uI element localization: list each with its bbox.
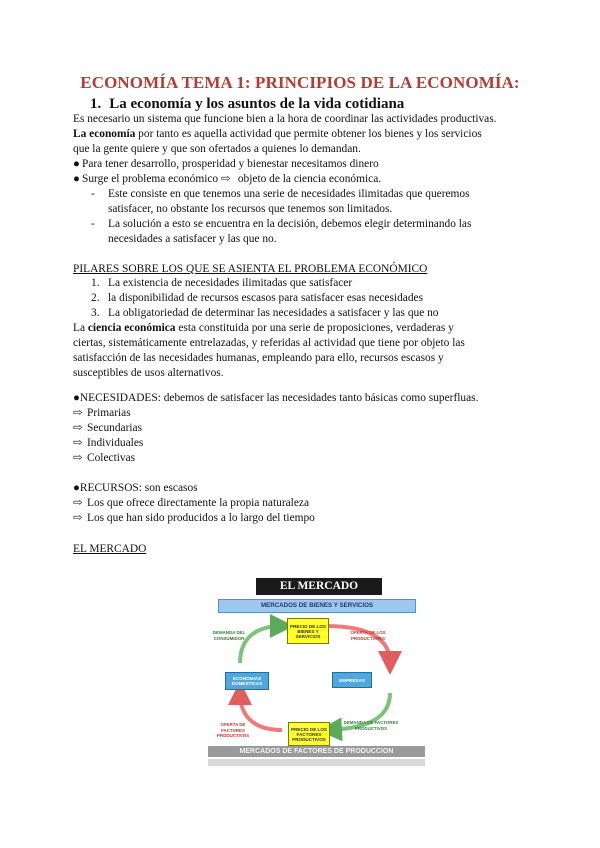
necesidades-item-text: Secundarias bbox=[87, 422, 143, 434]
diagram-top-bar: MERCADOS DE BIENES Y SERVICIOS bbox=[218, 599, 416, 613]
dash-item-2-line-1: La solución a esto se encuentra en la decisión, debemos elegir determinando las bbox=[108, 218, 472, 230]
dash-item-1-line-2: satisfacer, no obstante los recursos que tenemos son limitados. bbox=[108, 203, 393, 215]
diagram-bottom-bar: MERCADOS DE FACTORES DE PRODUCCION bbox=[208, 746, 425, 757]
ciencia-line-3: satisfacción de las necesidades humanas, empleando para ello, recursos escasos y bbox=[73, 352, 444, 364]
bullet-dot-icon: ● bbox=[73, 158, 80, 170]
label-demanda-factores: DEMANDA DE FACTORES PRODUCTIVOS bbox=[343, 720, 399, 731]
pilar-text: La obligatoriedad de determinar las necesidades a satisfacer y las que no bbox=[108, 307, 439, 319]
mercado-heading: EL MERCADO bbox=[73, 543, 147, 555]
box-economias-domesticas: ECONOMIAS DOMESTICAS bbox=[225, 672, 269, 690]
pilares-heading: PILARES SOBRE LOS QUE SE ASIENTA EL PROBLEMA ECONÓMICO bbox=[73, 263, 428, 275]
section-heading bbox=[90, 96, 404, 113]
diagram-footer-strip bbox=[208, 759, 425, 766]
ciencia-text: esta constituida por una serie de proposiciones, verdaderas y bbox=[175, 322, 454, 334]
recursos-item bbox=[73, 496, 309, 511]
necesidades-item bbox=[73, 406, 131, 421]
diagram-header: EL MERCADO bbox=[256, 578, 382, 595]
bullet-item bbox=[73, 172, 381, 187]
paragraph-2-line-1 bbox=[73, 127, 482, 142]
label-oferta-productores: OFERTA DE LOS PRODUCTORES bbox=[350, 630, 386, 641]
section-number: 1. bbox=[90, 96, 102, 112]
ciencia-line-4: susceptibles de usos alternativos. bbox=[73, 367, 224, 379]
ciencia-line-2: ciertas, sistemáticamente entrelazadas, y referidas al actividad que tiene por objeto las bbox=[73, 337, 465, 349]
bullet-text: objeto de la ciencia económica. bbox=[237, 173, 382, 185]
label-oferta-factores: OFERTA DE FACTORES PRODUCTIVOS bbox=[216, 722, 250, 738]
bullet-text: Surge el problema económico bbox=[82, 173, 219, 185]
necesidades-text: NECESIDADES: debemos de satisfacer las necesidades tanto básicas como superfluas. bbox=[79, 392, 479, 404]
arrow-right-icon: ⇨ bbox=[220, 173, 231, 185]
arrow-right-icon: ⇨ bbox=[73, 452, 83, 464]
bullet-item bbox=[73, 157, 379, 172]
arrow-right-icon: ⇨ bbox=[73, 512, 83, 524]
pilar-text: la disponibilidad de recursos escasos para satisfacer esas necesidades bbox=[108, 292, 424, 304]
section-title: La economía y los asuntos de la vida cotidiana bbox=[109, 96, 405, 112]
necesidades-item bbox=[73, 436, 143, 451]
paragraph-1: Es necesario un sistema que funcione bien a la hora de coordinar las actividades productivas. bbox=[73, 113, 497, 125]
box-empresas: EMPRESAS bbox=[332, 672, 372, 688]
dash-icon: - bbox=[91, 218, 95, 230]
market-diagram bbox=[208, 578, 425, 766]
dash-item-1-line-1: Este consiste en que tenemos una serie de necesidades ilimitadas que queremos bbox=[108, 188, 470, 200]
bullet-text: Para tener desarrollo, prosperidad y bienestar necesitamos dinero bbox=[82, 158, 379, 170]
recursos-line bbox=[73, 481, 198, 496]
necesidades-item bbox=[73, 451, 135, 466]
bold-term-economia: La economía bbox=[73, 128, 136, 140]
pilar-number: 2. bbox=[91, 292, 100, 304]
bullet-dot-icon: ● bbox=[73, 482, 80, 494]
necesidades-item-text: Colectivas bbox=[87, 452, 136, 464]
bullet-dot-icon: ● bbox=[73, 392, 80, 404]
recursos-text: RECURSOS: son escasos bbox=[79, 482, 198, 494]
necesidades-item-text: Individuales bbox=[87, 437, 144, 449]
box-precio-factores: PRECIO DE LOS FACTORES PRODUCTIVOS bbox=[288, 722, 330, 746]
recursos-item bbox=[73, 511, 315, 526]
pilar-text: La existencia de necesidades ilimitadas que satisfacer bbox=[108, 277, 353, 289]
recursos-item-text: Los que ofrece directamente la propia naturaleza bbox=[87, 497, 309, 509]
arrow-right-icon: ⇨ bbox=[73, 407, 83, 419]
arrow-right-icon: ⇨ bbox=[73, 497, 83, 509]
necesidades-item-text: Primarias bbox=[87, 407, 131, 419]
ciencia-prefix: La bbox=[73, 322, 88, 334]
ciencia-line-1 bbox=[73, 321, 454, 336]
arrow-right-icon: ⇨ bbox=[73, 422, 83, 434]
necesidades-line bbox=[73, 391, 478, 406]
arrow-right-icon: ⇨ bbox=[73, 437, 83, 449]
dash-item-2-line-2: necesidades a satisfacer y las que no. bbox=[108, 233, 277, 245]
document-title: ECONOMÍA TEMA 1: PRINCIPIOS DE LA ECONOMÍA: bbox=[80, 73, 520, 92]
paragraph-2-line-2: que la gente quiere y que son ofertados a quienes lo demandan. bbox=[73, 143, 361, 155]
box-precio-bienes: PRECIO DE LOS BIENES Y SERVICIOS bbox=[287, 618, 329, 644]
label-demanda-consumidor: DEMANDA DEL CONSUMIDOR bbox=[212, 630, 246, 641]
bold-term-ciencia: ciencia económica bbox=[87, 322, 176, 334]
paragraph-2-text: por tanto es aquella actividad que permite obtener los bienes y los servicios bbox=[135, 128, 482, 140]
pilar-number: 3. bbox=[91, 307, 100, 319]
necesidades-item bbox=[73, 421, 142, 436]
recursos-item-text: Los que han sido producidos a lo largo del tiempo bbox=[87, 512, 315, 524]
dash-icon: - bbox=[91, 188, 95, 200]
bullet-dot-icon: ● bbox=[73, 173, 80, 185]
pilar-number: 1. bbox=[91, 277, 100, 289]
